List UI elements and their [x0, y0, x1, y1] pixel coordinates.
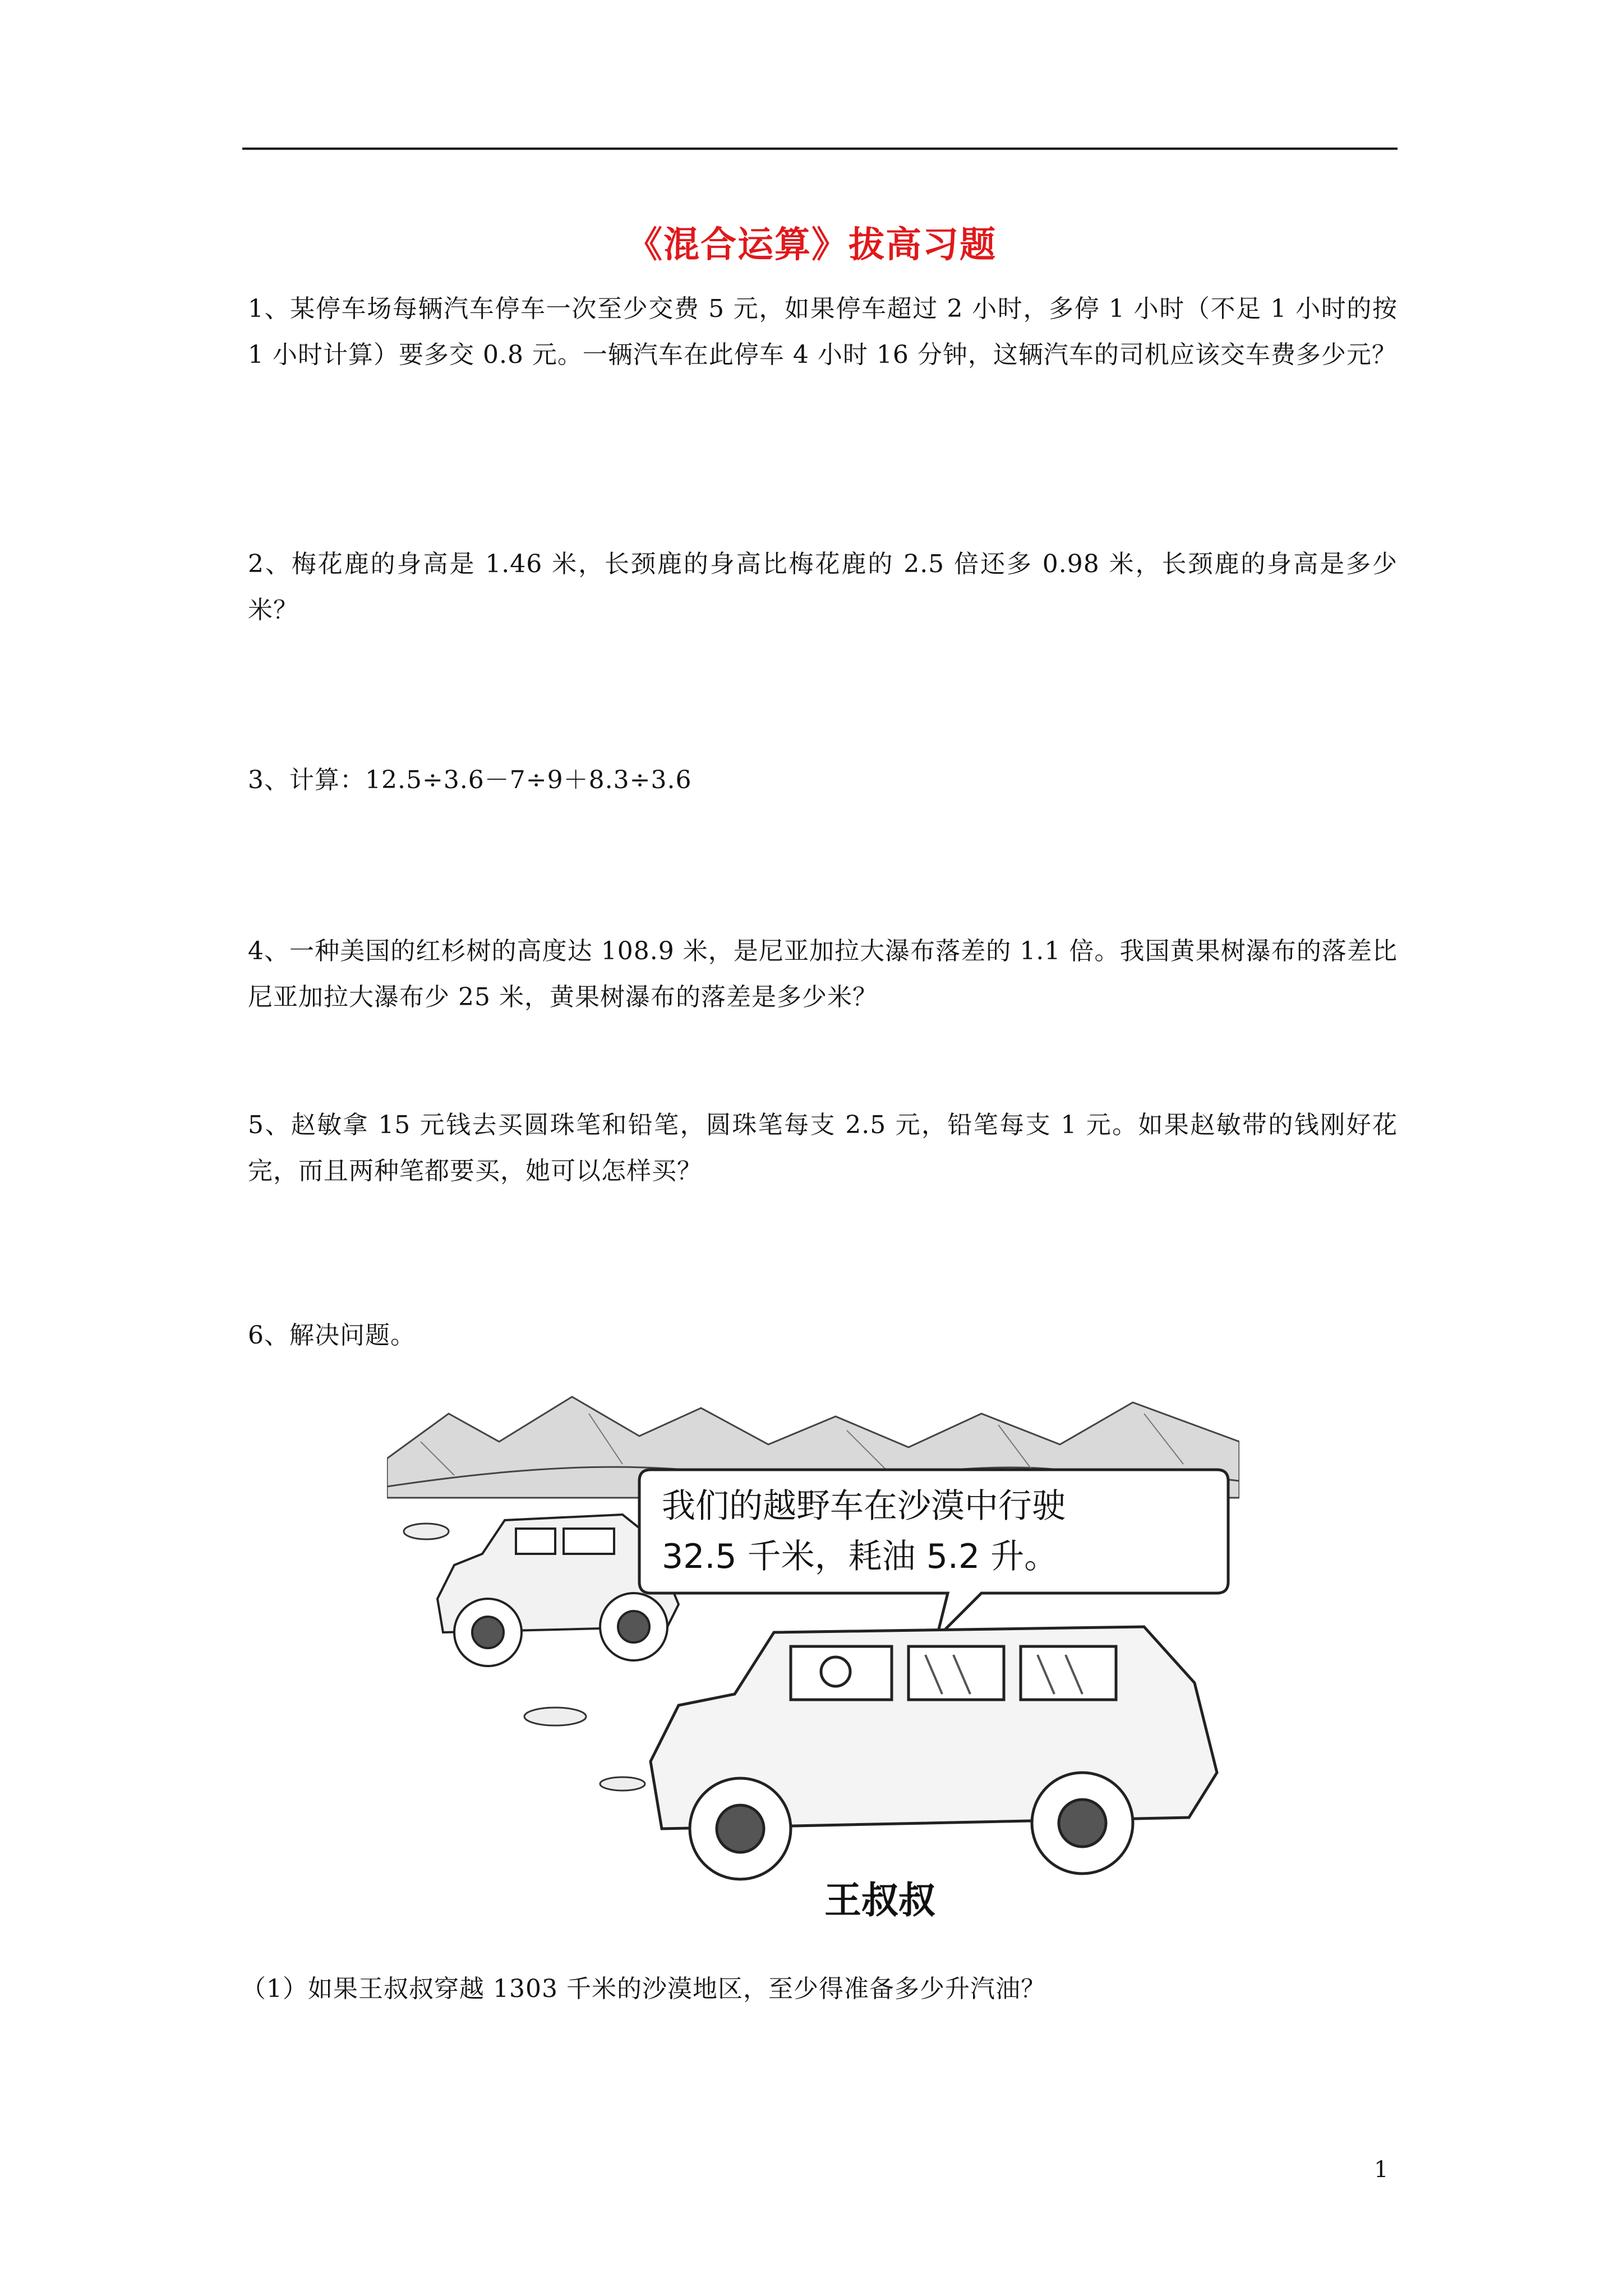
front-jeep [651, 1627, 1217, 1879]
question-6: 6、解决问题。 [248, 1321, 416, 1350]
header-rule [242, 148, 1398, 150]
bubble-line-1: 我们的越野车在沙漠中行驶 [662, 1487, 1066, 1526]
desert-jeep-illustration [387, 1391, 1239, 1924]
question-3: 3、计算：12.5÷3.6－7÷9＋8.3÷3.6 [248, 766, 692, 794]
question-2: 2、梅花鹿的身高是 1.46 米，长颈鹿的身高比梅花鹿的 2.5 倍还多 0.98 米，长颈鹿的身高是多少米？ [248, 550, 1398, 624]
page-title: 《混合运算》拔高习题 [626, 224, 997, 266]
driver-label: 王叔叔 [824, 1879, 935, 1922]
question-4: 4、一种美国的红杉树的高度达 108.9 米，是尼亚加拉大瀑布落差的 1.1 倍。我国黄果树瀑布的落差比尼亚加拉大瀑布少 25 米，黄果树瀑布的落差是多少米？ [248, 937, 1398, 1011]
question-1: 1、某停车场每辆汽车停车一次至少交费 5 元，如果停车超过 2 小时，多停 1 小时（不足 1 小时的按 1 小时计算）要多交 0.8 元。一辆汽车在此停车 4 小时 16 分钟，这辆汽车的司机应该交车费多少元？ [248, 295, 1398, 369]
page-number: 1 [1374, 2157, 1389, 2183]
question-5: 5、赵敏拿 15 元钱去买圆珠笔和铅笔，圆珠笔每支 2.5 元，铅笔每支 1 元。如果赵敏带的钱刚好花完，而且两种笔都要买，她可以怎样买？ [248, 1111, 1398, 1185]
sub-question-1: （1）如果王叔叔穿越 1303 千米的沙漠地区，至少得准备多少升汽油？ [241, 1975, 1046, 2003]
speech-bubble [639, 1470, 1228, 1638]
bubble-line-2: 32.5 千米，耗油 5.2 升。 [662, 1537, 1058, 1576]
